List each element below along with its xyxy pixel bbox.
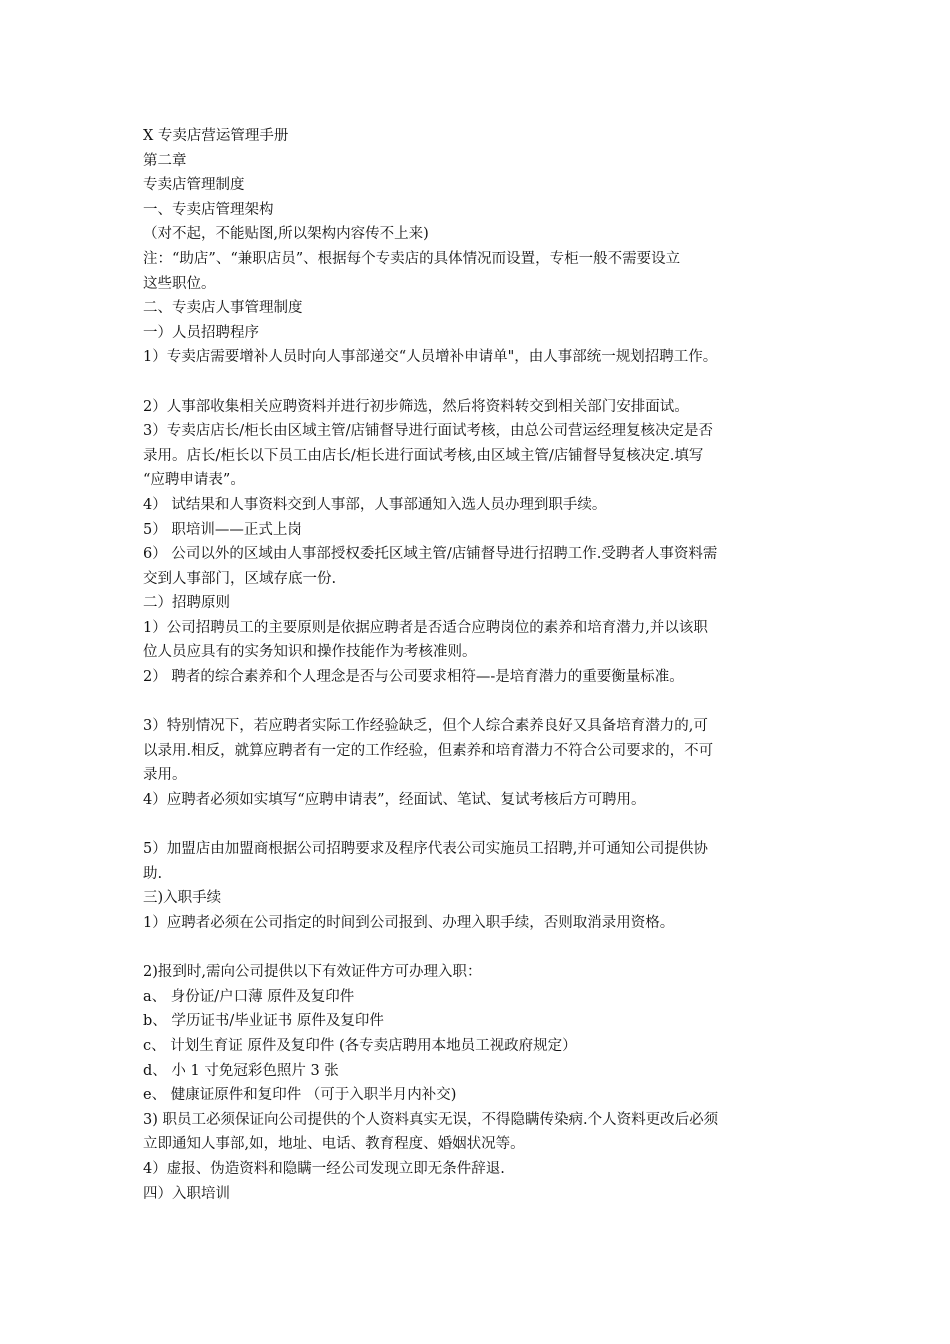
paragraph-line: 2)报到时,需向公司提供以下有效证件方可办理入职： [143, 964, 482, 981]
paragraph-line: 交到人事部门，区域存底一份. [143, 570, 337, 587]
list-item: a、 身份证/户口薄 原件及复印件 [143, 988, 355, 1005]
chapter-title: 专卖店管理制度 [143, 177, 245, 194]
paragraph-line: 1）应聘者必须在公司指定的时间到公司报到、办理入职手续，否则取消录用资格。 [143, 915, 675, 931]
subsection-heading: 四）入职培训 [143, 1185, 230, 1202]
subsection-heading: 三)入职手续 [143, 890, 222, 907]
paragraph-line: 2） 聘者的综合素养和个人理念是否与公司要求相符—-是培育潜力的重要衡量标准。 [143, 669, 684, 686]
subsection-heading: 一）人员招聘程序 [143, 324, 259, 341]
paragraph-line: “应聘申请表”。 [143, 472, 245, 489]
section-heading: 一、专卖店管理架构 [143, 201, 274, 218]
doc-title: X 专卖店营运管理手册 [143, 128, 289, 144]
section-heading: 二、专卖店人事管理制度 [143, 300, 303, 317]
list-item: b、 学历证书/毕业证书 原件及复印件 [143, 1013, 384, 1030]
list-item: c、 计划生育证 原件及复印件 (各专卖店聘用本地员工视政府规定） [143, 1037, 577, 1054]
chapter-heading: 第二章 [143, 152, 187, 169]
paragraph-line: 5） 职培训——正式上岗 [143, 521, 302, 538]
paragraph-line: 1）公司招聘员工的主要原则是依据应聘者是否适合应聘岗位的素养和培育潜力,并以该职 [143, 619, 708, 636]
paragraph-line: 3）特别情况下，若应聘者实际工作经验缺乏，但个人综合素养良好又具备培育潜力的,可 [143, 718, 708, 735]
blank-line [143, 370, 823, 395]
paragraph-line: 位人员应具有的实务知识和操作技能作为考核准则。 [143, 644, 477, 661]
document-body [143, 124, 823, 1206]
list-item: e、 健康证原件和复印件 （可于入职半月内补交) [143, 1087, 457, 1104]
paragraph-line: 录用。店长/柜长以下员工由店长/柜长进行面试考核,由区域主管/店铺督导复核决定.填写 [143, 447, 704, 464]
paragraph-line: 录用。 [143, 767, 187, 784]
paragraph-line: 助. [143, 865, 163, 882]
paragraph-line: 注：“助店”、“兼职店员”、根据每个专卖店的具体情况而设置，专柜一般不需要设立 [143, 250, 681, 267]
paragraph-line: 6） 公司以外的区域由人事部授权委托区域主管/店铺督导进行招聘工作.受聘者人事资料需 [143, 546, 718, 563]
subsection-heading: 二）招聘原则 [143, 595, 230, 612]
paragraph-line: 3) 职员工必须保证向公司提供的个人资料真实无误，不得隐瞒传染病.个人资料更改后必须 [143, 1111, 719, 1128]
paragraph-line: 这些职位。 [143, 275, 216, 292]
paragraph-line: 4）虚报、伪造资料和隐瞒一经公司发现立即无条件辞退. [143, 1160, 505, 1177]
paragraph-line: 4） 试结果和人事资料交到人事部，人事部通知入选人员办理到职手续。 [143, 496, 607, 513]
blank-line [143, 936, 823, 961]
paragraph-line: 4）应聘者必须如实填写“应聘申请表”，经面试、笔试、复试考核后方可聘用。 [143, 792, 646, 809]
paragraph-line: 5）加盟店由加盟商根据公司招聘要求及程序代表公司实施员工招聘,并可通知公司提供协 [143, 841, 708, 858]
paragraph-line: 3）专卖店店长/柜长由区域主管/店铺督导进行面试考核，由总公司营运经理复核决定是否 [143, 423, 713, 440]
paragraph-line: 以录用.相反，就算应聘者有一定的工作经验，但素养和培育潜力不符合公司要求的，不可 [143, 742, 714, 759]
paragraph-line: 2）人事部收集相关应聘资料并进行初步筛选，然后将资料转交到相关部门安排面试。 [143, 398, 689, 415]
blank-line [143, 690, 823, 715]
paragraph-line: （对不起，不能贴图,所以架构内容传不上来) [143, 226, 429, 243]
paragraph-line: 1）专卖店需要增补人员时向人事部递交“人员增补申请单"，由人事部统一规划招聘工作。 [143, 349, 718, 366]
list-item: d、 小 1 寸免冠彩色照片 3 张 [143, 1062, 339, 1079]
paragraph-line: 立即通知人事部,如，地址、电话、教育程度、婚姻状况等。 [143, 1136, 525, 1153]
blank-line [143, 813, 823, 838]
